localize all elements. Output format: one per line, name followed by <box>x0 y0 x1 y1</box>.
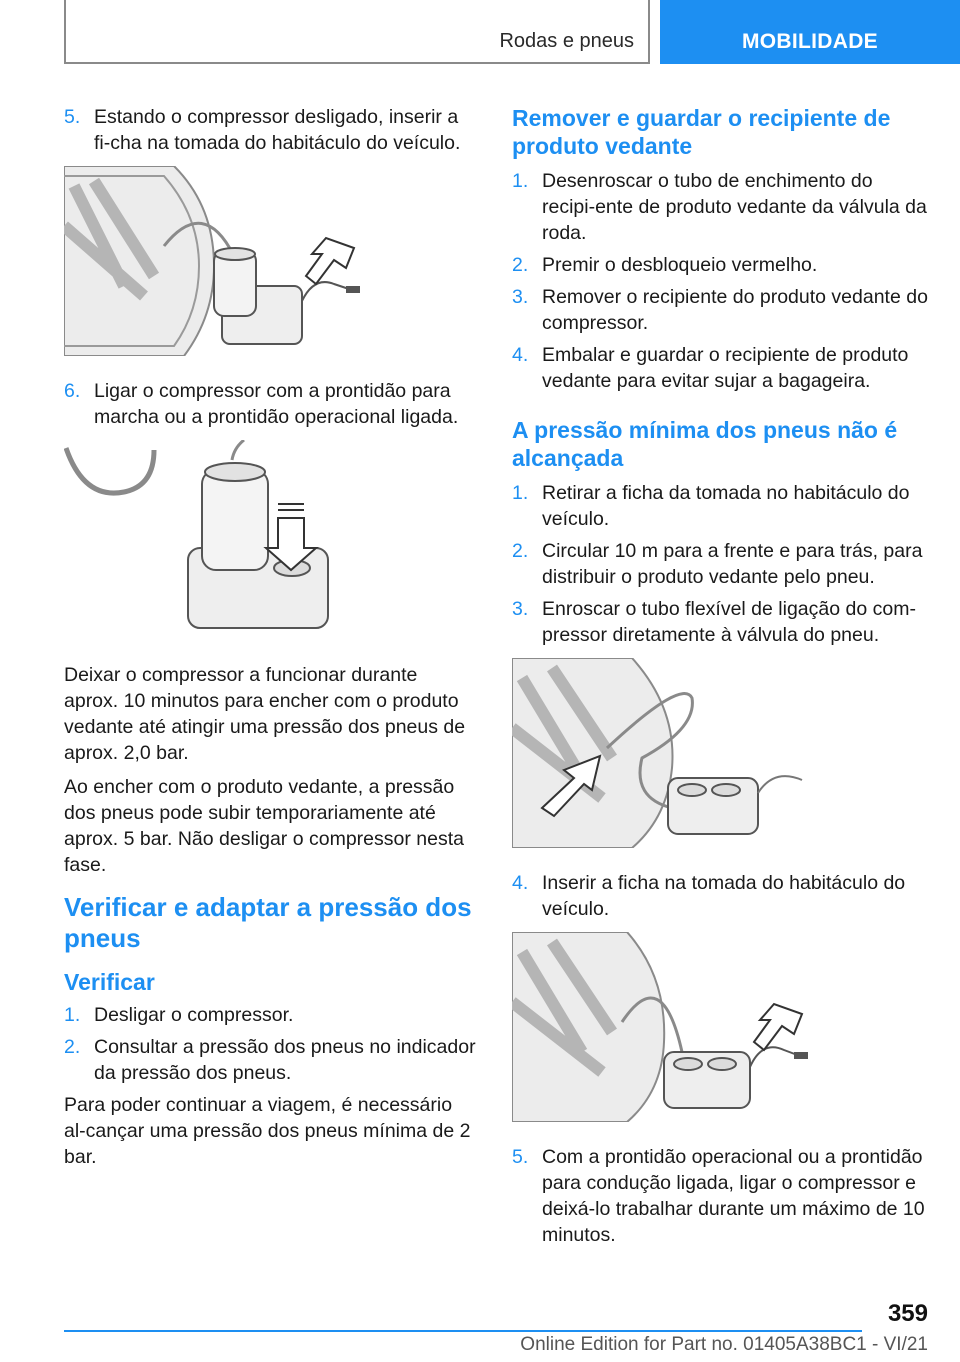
section-title: Rodas e pneus <box>499 30 634 52</box>
step-text: Embalar e guardar o recipiente de produto vedante para evitar sujar a bagageira. <box>542 344 909 392</box>
step-text: Desenroscar o tubo de enchimento do recipi-ente de produto vedante da válvula da roda. <box>542 170 927 244</box>
step-number: 3. <box>512 598 529 620</box>
compressor-plug-illustration <box>64 166 364 356</box>
list-item <box>64 1034 476 1086</box>
list-item <box>64 378 476 430</box>
footer-divider <box>64 1330 862 1332</box>
list-item <box>64 1002 476 1028</box>
section-heading: Verificar e adaptar a pressão dos pneus <box>64 892 472 953</box>
step-text: Ligar o compressor com a prontidão para marcha ou a prontidão operacional ligada. <box>94 380 459 428</box>
step-number: 5. <box>64 106 81 128</box>
step-number: 4. <box>512 872 529 894</box>
list-item <box>512 342 928 394</box>
body-paragraph: Para poder continuar a viagem, é necessário al-cançar uma pressão dos pneus mínima de 2 bar. <box>64 1094 471 1168</box>
list-item <box>512 538 928 590</box>
section-heading: A pressão mínima dos pneus não é alcançada <box>512 417 898 471</box>
list-item <box>64 104 476 156</box>
list-item <box>512 480 928 532</box>
left-column <box>64 104 476 1178</box>
step-number: 2. <box>512 540 529 562</box>
section-heading: Remover e guardar o recipiente de produto vedante <box>512 105 891 159</box>
subsection-heading: Verificar <box>64 969 155 995</box>
step-number: 4. <box>512 344 529 366</box>
step-number: 2. <box>512 254 529 276</box>
step-text: Remover o recipiente do produto vedante do compressor. <box>542 286 928 334</box>
body-paragraph: Ao encher com o produto vedante, a pressão dos pneus pode subir temporariamente até aprox. 5 bar. Não desligar o compressor nesta fase. <box>64 776 464 876</box>
edition-note: Online Edition for Part no. 01405A38BC1 - VI/21 <box>520 1334 928 1355</box>
list-item <box>512 252 928 278</box>
list-item <box>512 870 928 922</box>
step-number: 3. <box>512 286 529 308</box>
step-number: 2. <box>64 1036 81 1058</box>
step-text: Com a prontidão operacional ou a prontidão para condução ligada, ligar o compressor e deixá-lo trabalhar durante um máximo de 10 minutos. <box>542 1146 925 1246</box>
step-text: Consultar a pressão dos pneus no indicador da pressão dos pneus. <box>94 1036 476 1084</box>
page-number: 359 <box>887 1300 928 1327</box>
step-number: 5. <box>512 1146 529 1168</box>
header-frame <box>64 0 650 64</box>
chapter-tab[interactable]: MOBILIDADE <box>660 0 960 64</box>
step-text: Desligar o compressor. <box>94 1004 294 1026</box>
body-paragraph: Deixar o compressor a funcionar durante aprox. 10 minutos para encher com o produto vedante até atingir uma pressão dos pneus de aprox. 2,0 bar. <box>64 664 466 764</box>
compressor-plug-illustration-2 <box>512 932 812 1122</box>
list-item <box>512 1144 928 1248</box>
list-item <box>512 596 928 648</box>
step-text: Estando o compressor desligado, inserir a fi-cha na tomada do habitáculo do veículo. <box>94 106 461 154</box>
compressor-switch-illustration <box>64 440 364 640</box>
step-text: Retirar a ficha da tomada no habitáculo do veículo. <box>542 482 910 530</box>
right-column <box>512 104 928 1254</box>
step-number: 1. <box>512 482 529 504</box>
step-number: 6. <box>64 380 81 402</box>
step-text: Premir o desbloqueio vermelho. <box>542 254 818 276</box>
step-text: Enroscar o tubo flexível de ligação do com-pressor diretamente à válvula do pneu. <box>542 598 916 646</box>
list-item <box>512 168 928 246</box>
step-number: 1. <box>512 170 529 192</box>
step-number: 1. <box>64 1004 81 1026</box>
step-text: Inserir a ficha na tomada do habitáculo do veículo. <box>542 872 906 920</box>
hose-valve-illustration <box>512 658 812 848</box>
step-text: Circular 10 m para a frente e para trás, para distribuir o produto vedante pelo pneu. <box>542 540 923 588</box>
list-item <box>512 284 928 336</box>
